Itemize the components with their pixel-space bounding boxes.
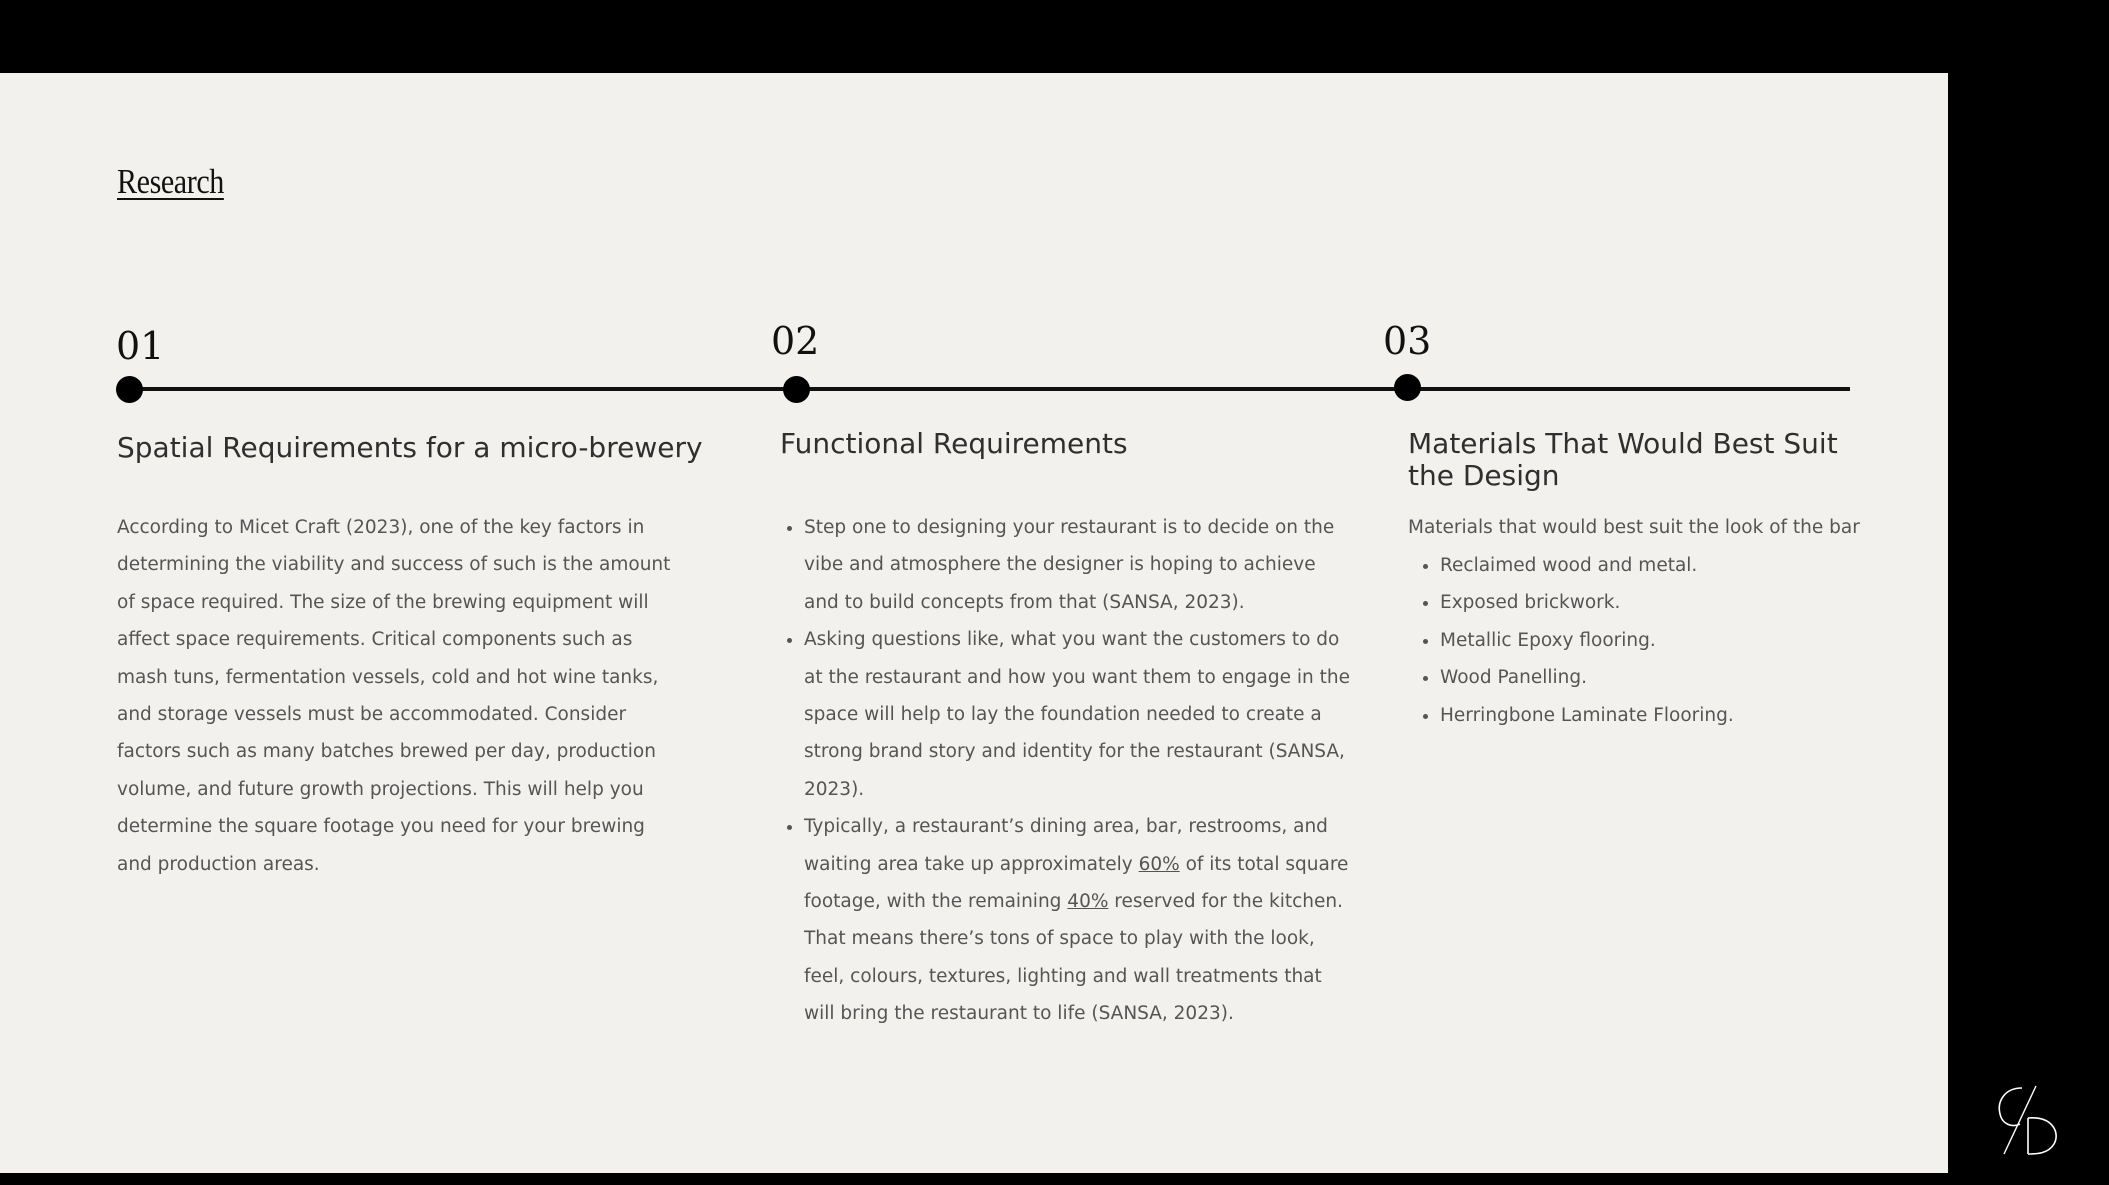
column-2-bullet-1: • Step one to designing your restaurant is to decide on the vibe and atmosphere the designer is hoping to achieve and to build concepts from that (SANSA, 2023). <box>804 509 1354 621</box>
bullet-3-text-a: Typically, a restaurant’s dining area, bar, restrooms, and waiting area take up approximately <box>804 816 1328 875</box>
column-2-list <box>780 509 1354 1033</box>
step-number-2: 02 <box>771 319 820 363</box>
cd-monogram-logo-icon <box>1992 1080 2062 1160</box>
bullet-3-text-c: reserved for the kitchen. That means there’s tons of space to play with the look, feel, colours, textures, lighting and wall treatments that will bring the restaurant to life (SANSA, 2023). <box>804 891 1344 1025</box>
percent-40: 40% <box>1067 891 1109 913</box>
percent-60: 60% <box>1138 853 1180 875</box>
step-number-3: 03 <box>1383 319 1432 363</box>
timeline-dot-1 <box>116 376 143 403</box>
column-2-bullet-2: • Asking questions like, what you want the customers to do at the restaurant and how you want them to engage in the space will help to lay the foundation needed to create a strong brand story and identity for the restaurant (SANSA, 2023). <box>804 621 1354 808</box>
timeline-dot-3 <box>1394 374 1421 401</box>
material-item-2: • Exposed brickwork. <box>1440 584 1900 621</box>
material-item-3: • Metallic Epoxy flooring. <box>1440 622 1900 659</box>
column-3-title: Materials That Would Best Suit the Design <box>1408 427 1838 492</box>
section-title: Research <box>117 162 224 201</box>
column-1-paragraph: According to Micet Craft (2023), one of the key factors in determining the viability and success of such is the amount of space required. The size of the brewing equipment will affect space requirements. Critical components such as mash tuns, fermentation vessels, cold and hot wine tanks, and storage vessels must be accommodated. Consider factors such as many batches brewed per day, production volume, and future growth projections. This will help you determine the square footage you need for your brewing and production areas. <box>117 517 671 875</box>
material-item-1: • Reclaimed wood and metal. <box>1440 547 1900 584</box>
column-3-intro: Materials that would best suit the look of the bar <box>1408 517 1860 538</box>
timeline-line <box>130 387 1850 391</box>
column-3-list <box>1416 547 1900 734</box>
column-2-bullet-3 <box>804 808 1354 1032</box>
column-1-title: Spatial Requirements for a micro-brewery <box>117 431 703 464</box>
column-2-title: Functional Requirements <box>780 427 1128 460</box>
material-item-5: • Herringbone Laminate Flooring. <box>1440 697 1900 734</box>
step-number-1: 01 <box>116 324 165 368</box>
timeline-dot-2 <box>783 376 810 403</box>
material-item-4: • Wood Panelling. <box>1440 659 1900 696</box>
bullet-3-text-b: of its total square footage, with the remaining <box>804 853 1349 913</box>
